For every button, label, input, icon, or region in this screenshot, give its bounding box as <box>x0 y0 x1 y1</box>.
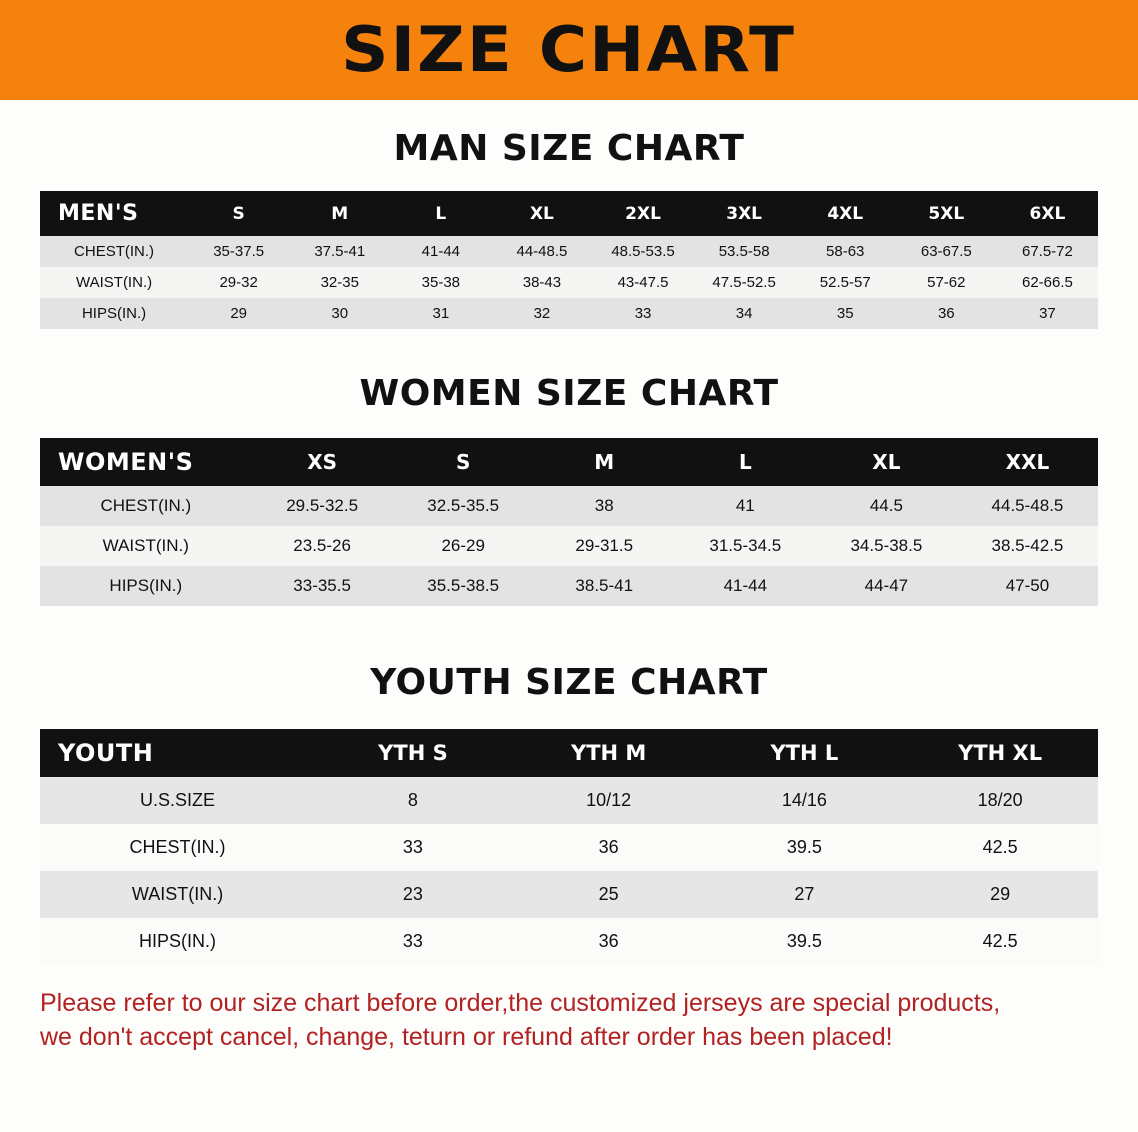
man-cell: 57-62 <box>896 267 997 298</box>
man-table-head <box>40 191 1098 236</box>
man-cell: 29 <box>188 298 289 329</box>
youth-cell: 39.5 <box>707 824 903 871</box>
man-cell: 32 <box>491 298 592 329</box>
man-header-5: 2XL <box>592 191 693 236</box>
table-row <box>40 871 1098 918</box>
youth-cell: 23 <box>315 871 511 918</box>
table-row <box>40 267 1098 298</box>
table-row <box>40 918 1098 965</box>
man-table-wrapper <box>40 191 1098 329</box>
youth-row-label-hips: HIPS(IN.) <box>40 918 315 965</box>
man-cell: 52.5-57 <box>795 267 896 298</box>
table-row <box>40 526 1098 566</box>
women-cell: 33-35.5 <box>252 566 393 606</box>
man-cell: 31 <box>390 298 491 329</box>
notice-line-2: we don't accept cancel, change, teturn or refund after order has been placed! <box>40 1022 893 1051</box>
women-cell: 35.5-38.5 <box>393 566 534 606</box>
youth-table-body <box>40 777 1098 965</box>
women-cell: 31.5-34.5 <box>675 526 816 566</box>
women-header-5: XL <box>816 438 957 486</box>
women-table-body <box>40 486 1098 606</box>
notice-text <box>40 987 1098 1055</box>
women-section-title: WOMEN SIZE CHART <box>359 373 779 414</box>
man-size-table <box>40 191 1098 329</box>
man-cell: 37.5-41 <box>289 236 390 267</box>
man-cell: 36 <box>896 298 997 329</box>
man-cell: 62-66.5 <box>997 267 1098 298</box>
man-row-label-hips: HIPS(IN.) <box>40 298 188 329</box>
man-cell: 48.5-53.5 <box>592 236 693 267</box>
man-cell: 41-44 <box>390 236 491 267</box>
man-header-0: MEN'S <box>40 191 188 236</box>
man-cell: 58-63 <box>795 236 896 267</box>
man-cell: 29-32 <box>188 267 289 298</box>
table-header-row <box>40 729 1098 777</box>
youth-cell: 25 <box>511 871 707 918</box>
man-row-label-chest: CHEST(IN.) <box>40 236 188 267</box>
page-title: SIZE CHART <box>341 13 797 86</box>
man-header-4: XL <box>491 191 592 236</box>
youth-table-wrapper <box>40 729 1098 965</box>
women-size-table <box>40 438 1098 606</box>
women-cell: 34.5-38.5 <box>816 526 957 566</box>
women-cell: 38.5-41 <box>534 566 675 606</box>
youth-section-title: YOUTH SIZE CHART <box>370 662 768 703</box>
table-row <box>40 824 1098 871</box>
youth-cell: 14/16 <box>707 777 903 824</box>
youth-header-2: YTH M <box>511 729 707 777</box>
table-row <box>40 298 1098 329</box>
women-cell: 41 <box>675 486 816 526</box>
youth-header-0: YOUTH <box>40 729 315 777</box>
women-cell: 23.5-26 <box>252 526 393 566</box>
women-cell: 32.5-35.5 <box>393 486 534 526</box>
man-section-title: MAN SIZE CHART <box>393 128 745 169</box>
man-cell: 44-48.5 <box>491 236 592 267</box>
man-cell: 38-43 <box>491 267 592 298</box>
man-cell: 37 <box>997 298 1098 329</box>
man-cell: 32-35 <box>289 267 390 298</box>
women-cell: 29-31.5 <box>534 526 675 566</box>
youth-row-label-ussize: U.S.SIZE <box>40 777 315 824</box>
women-table-wrapper <box>40 438 1098 606</box>
man-cell: 33 <box>592 298 693 329</box>
women-cell: 47-50 <box>957 566 1098 606</box>
women-header-0: WOMEN'S <box>40 438 252 486</box>
women-cell: 44.5-48.5 <box>957 486 1098 526</box>
man-header-2: M <box>289 191 390 236</box>
women-row-label-waist: WAIST(IN.) <box>40 526 252 566</box>
youth-header-3: YTH L <box>707 729 903 777</box>
youth-cell: 39.5 <box>707 918 903 965</box>
man-cell: 63-67.5 <box>896 236 997 267</box>
youth-header-4: YTH XL <box>902 729 1098 777</box>
table-row <box>40 236 1098 267</box>
man-cell: 30 <box>289 298 390 329</box>
women-header-2: S <box>393 438 534 486</box>
table-header-row <box>40 438 1098 486</box>
women-table-head <box>40 438 1098 486</box>
man-cell: 35 <box>795 298 896 329</box>
youth-cell: 33 <box>315 918 511 965</box>
youth-header-1: YTH S <box>315 729 511 777</box>
man-table-body <box>40 236 1098 329</box>
women-cell: 29.5-32.5 <box>252 486 393 526</box>
banner <box>0 0 1138 100</box>
man-cell: 47.5-52.5 <box>694 267 795 298</box>
youth-cell: 8 <box>315 777 511 824</box>
man-header-6: 3XL <box>694 191 795 236</box>
man-cell: 35-37.5 <box>188 236 289 267</box>
women-row-label-chest: CHEST(IN.) <box>40 486 252 526</box>
man-header-9: 6XL <box>997 191 1098 236</box>
youth-cell: 18/20 <box>902 777 1098 824</box>
women-cell: 44.5 <box>816 486 957 526</box>
women-cell: 44-47 <box>816 566 957 606</box>
women-header-3: M <box>534 438 675 486</box>
women-header-4: L <box>675 438 816 486</box>
man-cell: 35-38 <box>390 267 491 298</box>
man-cell: 43-47.5 <box>592 267 693 298</box>
youth-cell: 36 <box>511 918 707 965</box>
women-cell: 26-29 <box>393 526 534 566</box>
youth-size-table <box>40 729 1098 965</box>
table-row <box>40 486 1098 526</box>
man-header-1: S <box>188 191 289 236</box>
table-row <box>40 566 1098 606</box>
youth-cell: 36 <box>511 824 707 871</box>
women-header-6: XXL <box>957 438 1098 486</box>
notice-line-1: Please refer to our size chart before order,the customized jerseys are special products, <box>40 989 1001 1017</box>
man-header-3: L <box>390 191 491 236</box>
women-row-label-hips: HIPS(IN.) <box>40 566 252 606</box>
youth-cell: 10/12 <box>511 777 707 824</box>
man-header-8: 5XL <box>896 191 997 236</box>
youth-cell: 33 <box>315 824 511 871</box>
man-row-label-waist: WAIST(IN.) <box>40 267 188 298</box>
man-header-7: 4XL <box>795 191 896 236</box>
youth-row-label-chest: CHEST(IN.) <box>40 824 315 871</box>
youth-cell: 27 <box>707 871 903 918</box>
women-header-1: XS <box>252 438 393 486</box>
women-cell: 38 <box>534 486 675 526</box>
man-cell: 34 <box>694 298 795 329</box>
women-cell: 41-44 <box>675 566 816 606</box>
man-cell: 53.5-58 <box>694 236 795 267</box>
women-cell: 38.5-42.5 <box>957 526 1098 566</box>
table-row <box>40 777 1098 824</box>
table-header-row <box>40 191 1098 236</box>
youth-row-label-waist: WAIST(IN.) <box>40 871 315 918</box>
man-cell: 67.5-72 <box>997 236 1098 267</box>
youth-cell: 42.5 <box>902 918 1098 965</box>
youth-cell: 29 <box>902 871 1098 918</box>
youth-table-head <box>40 729 1098 777</box>
youth-cell: 42.5 <box>902 824 1098 871</box>
